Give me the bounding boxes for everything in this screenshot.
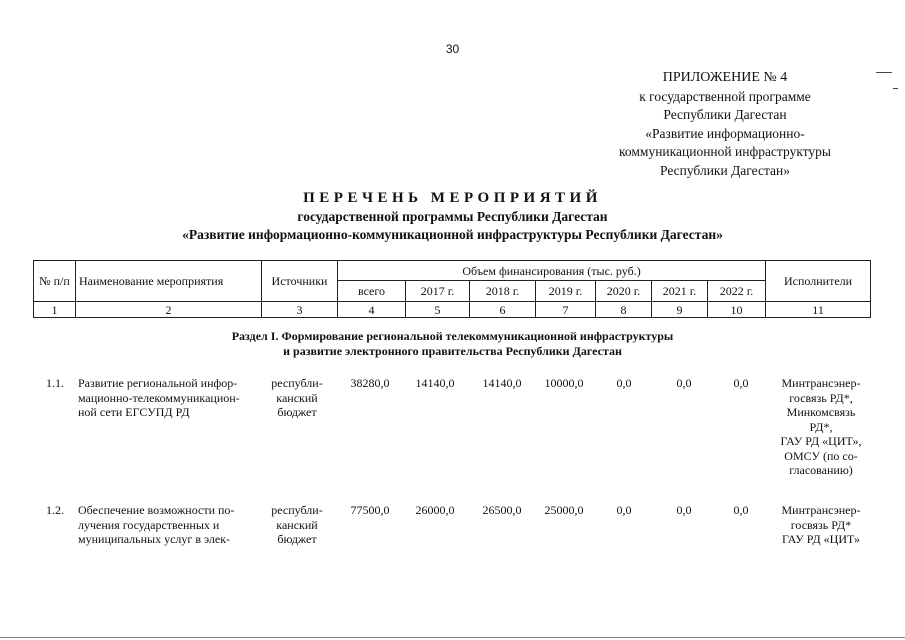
row-source xyxy=(262,376,332,420)
page-number: 30 xyxy=(445,42,460,56)
row-2020: 0,0 xyxy=(616,503,632,517)
row-source-line: канский xyxy=(276,517,318,532)
header-financing: Объем финансирования (тыс. руб.) xyxy=(338,261,766,281)
section-line-2: и развитие электронного правительства Республики Дагестан xyxy=(283,344,622,358)
row-source-line: республи- xyxy=(271,503,323,517)
row-name xyxy=(78,376,254,420)
column-number: 6 xyxy=(470,302,536,318)
header-year-2018: 2018 г. xyxy=(470,281,536,302)
header-year-2021: 2021 г. xyxy=(652,281,708,302)
document-title xyxy=(0,188,905,244)
appendix-line: «Развитие информационно- xyxy=(645,125,805,141)
header-source: Источники xyxy=(262,261,338,302)
title-main: ПЕРЕЧЕНЬ МЕРОПРИЯТИЙ xyxy=(303,190,602,206)
row-executor-line: Минтрансэнер- xyxy=(781,503,861,517)
row-2019: 25000,0 xyxy=(544,503,584,517)
row-name-line: Обеспечение возможности по- xyxy=(78,503,235,517)
title-line-3: «Развитие информационно-коммуникационной инфраструктуры Республики Дагестан» xyxy=(182,227,723,242)
header-year-2020: 2020 г. xyxy=(596,281,652,302)
appendix-title: ПРИЛОЖЕНИЕ № 4 xyxy=(662,70,788,85)
column-number: 5 xyxy=(406,302,470,318)
column-number: 3 xyxy=(262,302,338,318)
appendix-line: коммуникационной инфраструктуры xyxy=(619,144,831,159)
row-number: 1.1. xyxy=(46,376,64,390)
row-executor-line: РД*, xyxy=(809,419,833,434)
header-num: № п/п xyxy=(34,261,76,302)
row-name xyxy=(78,503,254,547)
header-year-2017: 2017 г. xyxy=(406,281,470,302)
header-total: всего xyxy=(338,281,406,302)
header-executors: Исполнители xyxy=(766,261,871,302)
row-executor-line: Минкомсвязь xyxy=(786,405,856,419)
row-2017: 26000,0 xyxy=(415,503,455,517)
row-name-line: лучения государственных и xyxy=(78,517,220,532)
row-2017: 14140,0 xyxy=(415,376,455,390)
row-total: 77500,0 xyxy=(350,503,390,517)
row-source-line: канский xyxy=(276,390,318,405)
row-source-line: бюджет xyxy=(277,405,317,419)
row-executor-line: ГАУ РД «ЦИТ», xyxy=(780,434,862,448)
row-executor-line: Минтрансэнер- xyxy=(781,376,861,390)
row-source-line: бюджет xyxy=(277,532,317,546)
row-executor-line: ОМСУ (по со- xyxy=(784,448,858,463)
header-year-2019: 2019 г. xyxy=(536,281,596,302)
row-2021: 0,0 xyxy=(676,376,692,390)
section-heading xyxy=(0,329,905,359)
row-source xyxy=(262,503,332,547)
title-line-2: государственной программы Республики Дагестан xyxy=(297,209,608,224)
header-year-2022: 2022 г. xyxy=(708,281,766,302)
header-name: Наименование мероприятия xyxy=(76,261,262,302)
row-2019: 10000,0 xyxy=(544,376,584,390)
column-number: 4 xyxy=(338,302,406,318)
row-2021: 0,0 xyxy=(676,503,692,517)
scan-mark xyxy=(876,72,892,73)
row-2022: 0,0 xyxy=(733,503,749,517)
row-2018: 26500,0 xyxy=(482,503,522,517)
appendix-line: к государственной программе xyxy=(639,88,811,104)
row-executors xyxy=(768,376,874,478)
column-number: 7 xyxy=(536,302,596,318)
row-2018: 14140,0 xyxy=(482,376,522,390)
appendix-line: Республики Дагестан» xyxy=(659,162,790,178)
row-2020: 0,0 xyxy=(616,376,632,390)
scan-edge-line xyxy=(0,637,905,638)
row-executor-line: ГАУ РД «ЦИТ» xyxy=(781,532,861,546)
column-number: 2 xyxy=(76,302,262,318)
section-line-1: Раздел I. Формирование региональной телекоммуникационной инфраструктуры xyxy=(231,329,674,343)
row-number: 1.2. xyxy=(46,503,64,517)
column-number: 11 xyxy=(766,302,871,318)
row-name-line: мационно-телекоммуникацион- xyxy=(78,390,240,405)
scan-mark xyxy=(893,88,898,89)
row-executors xyxy=(768,503,874,547)
row-total: 38280,0 xyxy=(350,376,390,390)
column-number: 1 xyxy=(34,302,76,318)
column-number: 9 xyxy=(652,302,708,318)
row-name-line: муниципальных услуг в элек- xyxy=(78,532,231,546)
column-number: 8 xyxy=(596,302,652,318)
row-source-line: республи- xyxy=(271,376,323,390)
row-executor-line: гласованию) xyxy=(789,463,853,477)
row-name-line: Развитие региональной инфор- xyxy=(78,376,238,390)
row-2022: 0,0 xyxy=(733,376,749,390)
appendix-line: Республики Дагестан xyxy=(663,107,787,122)
appendix-header xyxy=(600,69,850,180)
measures-table-header xyxy=(33,260,871,318)
column-number: 10 xyxy=(708,302,766,318)
row-executor-line: госвязь РД* xyxy=(790,517,852,532)
row-executor-line: госвязь РД*, xyxy=(789,390,853,405)
row-name-line: ной сети ЕГСУПД РД xyxy=(78,405,190,419)
